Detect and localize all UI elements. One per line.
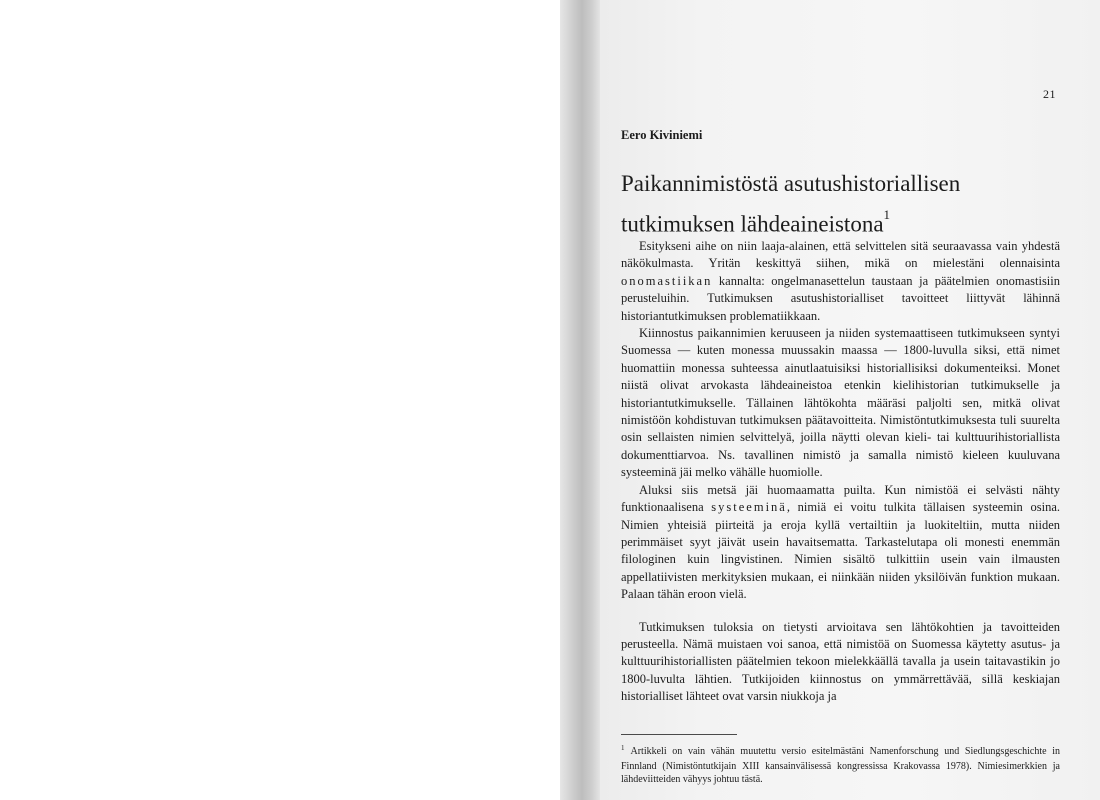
paragraph-1 (621, 238, 1060, 325)
book-spine-gutter (560, 0, 600, 800)
article-body (621, 238, 1060, 706)
paragraph-1-part-a: Esitykseni aihe on niin laaja-alainen, että selvittelen sitä seuraavassa vain yhdestä näkökulmasta. Yritän keskittyä siihen, mikä on mielestäni olennaisinta (621, 239, 1060, 271)
title-line-2: tutkimuksen lähdeaineistona (621, 211, 884, 237)
footnote (621, 745, 1060, 787)
paragraph-3-part-b: , nimiä ei voitu tulkita tällaisen systeemin osina. Nimien yhteisiä piirteitä ja eroja kyllä vertailtiin ja luokiteltiin, mutta niiden perimmäiset syyt jäivät usein havaitsematta. Tarkastelutapa oli monesti enemmän filologinen kuin lingvistinen. Nimien sisältö tulkittiin usein vain ilmausten appellatiivisten merkityksien mukaan, ei niinkään niiden yksilöivän funktion mukaan. Palaan tähän eroon vielä. (621, 500, 1060, 602)
printed-right-page (600, 0, 1100, 800)
paragraph-4: Tutkimuksen tuloksia on tietysti arvioitava sen lähtökohtien ja tavoitteiden perusteella. Nämä muistaen voi sanoa, että nimistöä on Suomessa käytetty asutus- ja kulttuurihistoriallisten päätelmien tekoon mielekkäällä tavalla ja usein taitavastikin jo 1800-luvulta lähtien. Tutkijoiden kiinnostus on ymmärrettävää, sillä keskiajan historialliset lähteet ovat varsin niukkoja ja (621, 619, 1060, 704)
article-title (621, 166, 1061, 242)
footnote-text: Artikkeli on vain vähän muutettu versio esitelmästäni Namenforschung und Siedlungsgeschichte in Finnland (Nimistöntutkijain XIII kansainvälisessä kongressissa Krakovassa 1978). Nimiesimerkkien ja lähdeviitteiden vähyys johtuu tästä. (621, 746, 1060, 785)
title-footnote-mark: 1 (883, 207, 891, 222)
author-name: Eero Kiviniemi (621, 128, 703, 142)
page-number: 21 (1043, 87, 1056, 101)
emphasis-onomastiikan: onomastiikan (621, 273, 713, 288)
footnote-mark: 1 (621, 744, 625, 752)
footnote-divider (621, 734, 737, 735)
paragraph-1-part-b: kannalta: ongelmanasettelun taustaan ja päätelmien onomastisiin perusteluihin. Tutkimuksen asutushistorialliset tavoitteet liittyvät lähinnä historiantutkimuksen problematiikkaan. (621, 273, 1060, 323)
title-line-1: Paikannimistöstä asutushistoriallisen (621, 171, 961, 196)
emphasis-systeemina: systeeminä (711, 500, 787, 515)
paragraph-3-part-a: Aluksi siis metsä jäi huomaamatta puilta. Kun nimistöä ei selvästi nähty funktionaalisena (621, 482, 1060, 515)
paragraph-2: Kiinnostus paikannimien keruuseen ja niiden systemaattiseen tutkimukseen syntyi Suomessa — kuten monessa muussakin maassa — 1800-luvulla siksi, että nimet huomattiin monessa suhteessa ainutlaatuisiksi historiallisiksi dokumenteiksi. Monet niistä olivat arvokasta lähdeaineistoa etenkin kielihistorian tutkimukselle ja historiantutkimukselle. Tällainen lähtökohta määräsi paljolti sen, mitkä olivat nimistöön kohdistuvan tutkimuksen päätavoitteita. Nimistöntutkimuksesta tuli suurelta osin sellaisten nimien selvittelyä, joilla näytti olevan kieli- tai kulttuurihistoriallista dokumenttiarvoa. Ns. tavallinen nimistö ja samalla nimistö kieleen kuuluvana systeeminä jäi melko vähälle huomiolle. (621, 326, 1060, 480)
paragraph-3 (621, 482, 1060, 604)
